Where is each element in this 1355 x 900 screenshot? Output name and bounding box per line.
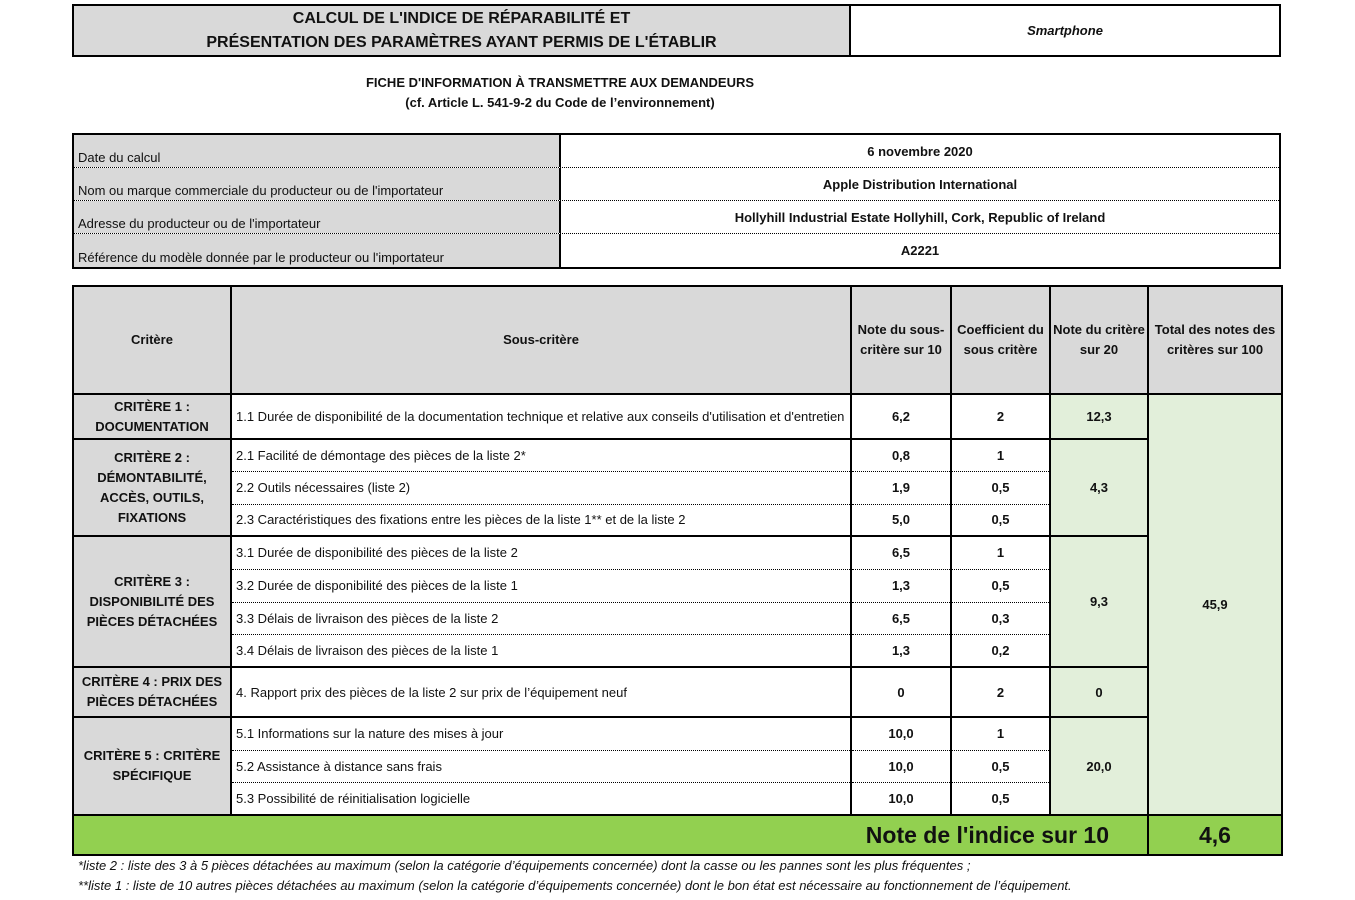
criteria-table <box>72 285 1283 856</box>
table-row <box>73 394 1282 439</box>
subcriterion-coefficient: 1 <box>951 536 1050 569</box>
subtitle-line-2: (cf. Article L. 541-9-2 du Code de l’environnement) <box>405 95 715 110</box>
subcriterion-note: 1,9 <box>851 471 951 504</box>
criterion-3-name: CRITÈRE 3 : DISPONIBILITÉ DES PIÈCES DÉTACHÉES <box>73 536 231 667</box>
document-title <box>74 6 851 55</box>
subcriterion-note: 6,5 <box>851 536 951 569</box>
subcriterion-label: 1.1 Durée de disponibilité de la documentation technique et relative aux conseils d'utilisation et d'entretien <box>231 394 851 439</box>
subcriterion-note: 10,0 <box>851 717 951 750</box>
subcriterion-note: 6,5 <box>851 602 951 634</box>
subcriterion-note: 10,0 <box>851 782 951 815</box>
header-critere: Critère <box>73 286 231 394</box>
info-value: A2221 <box>900 243 940 258</box>
subcriterion-label: 2.2 Outils nécessaires (liste 2) <box>231 471 851 504</box>
title-line-2: PRÉSENTATION DES PARAMÈTRES AYANT PERMIS DE L'ÉTABLIR <box>206 33 717 51</box>
footnote-liste-1: **liste 1 : liste de 10 autres pièces détachées au maximum (selon la catégorie d’équipements concernée) dont le bon état est nécessaire au fonctionnement de l’équipement. <box>78 878 1072 893</box>
table-row <box>73 439 1282 471</box>
info-label: Référence du modèle donnée par le producteur ou l'importateur <box>74 234 561 267</box>
criterion-5-name: CRITÈRE 5 : CRITÈRE SPÉCIFIQUE <box>73 717 231 815</box>
subcriterion-coefficient: 1 <box>951 717 1050 750</box>
header-note-sous-critere: Note du sous-critère sur 10 <box>851 286 951 394</box>
header-note-critere: Note du critère sur 20 <box>1050 286 1148 394</box>
criterion-2-name: CRITÈRE 2 : DÉMONTABILITÉ, ACCÈS, OUTILS, FIXATIONS <box>73 439 231 536</box>
info-row-model-reference <box>74 234 1279 267</box>
subcriterion-note: 1,3 <box>851 634 951 667</box>
criterion-4-score: 0 <box>1050 667 1148 717</box>
subcriterion-coefficient: 0,2 <box>951 634 1050 667</box>
info-row-producer-name <box>74 168 1279 201</box>
table-row <box>73 667 1282 717</box>
subcriterion-note: 0,8 <box>851 439 951 471</box>
criterion-3-score: 9,3 <box>1050 536 1148 667</box>
header-total: Total des notes des critères sur 100 <box>1148 286 1282 394</box>
info-row-date <box>74 135 1279 168</box>
subcriterion-coefficient: 0,5 <box>951 471 1050 504</box>
subcriterion-note: 1,3 <box>851 569 951 602</box>
info-value: Hollyhill Industrial Estate Hollyhill, Cork, Republic of Ireland <box>734 210 1106 225</box>
info-value: 6 novembre 2020 <box>867 144 973 159</box>
subcriterion-coefficient: 0,3 <box>951 602 1050 634</box>
producer-info-table <box>72 133 1281 269</box>
subcriterion-label: 5.2 Assistance à distance sans frais <box>231 750 851 782</box>
criterion-4-name: CRITÈRE 4 : PRIX DES PIÈCES DÉTACHÉES <box>73 667 231 717</box>
subtitle-line-1: FICHE D'INFORMATION À TRANSMETTRE AUX DEMANDEURS <box>365 75 755 90</box>
criterion-1-name: CRITÈRE 1 : DOCUMENTATION <box>73 394 231 439</box>
subcriterion-note: 10,0 <box>851 750 951 782</box>
table-header-row <box>73 286 1282 394</box>
subcriterion-coefficient: 1 <box>951 439 1050 471</box>
subcriterion-coefficient: 0,5 <box>951 569 1050 602</box>
table-row <box>73 717 1282 750</box>
subcriterion-note: 0 <box>851 667 951 717</box>
subcriterion-coefficient: 2 <box>951 394 1050 439</box>
subcriterion-label: 3.2 Durée de disponibilité des pièces de la liste 1 <box>231 569 851 602</box>
info-label: Nom ou marque commerciale du producteur ou de l'importateur <box>74 168 561 200</box>
subcriterion-label: 5.3 Possibilité de réinitialisation logicielle <box>231 782 851 815</box>
info-row-producer-address <box>74 201 1279 234</box>
subcriterion-coefficient: 0,5 <box>951 504 1050 536</box>
subcriterion-label: 4. Rapport prix des pièces de la liste 2 sur prix de l’équipement neuf <box>231 667 851 717</box>
subcriterion-coefficient: 2 <box>951 667 1050 717</box>
product-category: Smartphone <box>1027 23 1103 38</box>
document-header <box>72 4 1281 57</box>
subcriterion-label: 5.1 Informations sur la nature des mises à jour <box>231 717 851 750</box>
title-line-1: CALCUL DE L'INDICE DE RÉPARABILITÉ ET <box>292 9 631 27</box>
criterion-5-score: 20,0 <box>1050 717 1148 815</box>
info-label: Adresse du producteur ou de l'importateur <box>74 201 561 233</box>
subcriterion-coefficient: 0,5 <box>951 782 1050 815</box>
subcriterion-note: 6,2 <box>851 394 951 439</box>
criterion-1-score: 12,3 <box>1050 394 1148 439</box>
total-score: 45,9 <box>1148 394 1282 815</box>
subcriterion-label: 2.3 Caractéristiques des fixations entre les pièces de la liste 1** et de la liste 2 <box>231 504 851 536</box>
table-row <box>73 536 1282 569</box>
final-score-row <box>73 815 1282 855</box>
subcriterion-label: 3.3 Délais de livraison des pièces de la liste 2 <box>231 602 851 634</box>
info-value: Apple Distribution International <box>822 177 1018 192</box>
footnote-liste-2: *liste 2 : liste des 3 à 5 pièces détachées au maximum (selon la catégorie d’équipements concernée) dont la casse ou les pannes sont les plus fréquentes ; <box>78 858 971 873</box>
criterion-2-score: 4,3 <box>1050 439 1148 536</box>
subcriterion-label: 3.4 Délais de livraison des pièces de la liste 1 <box>231 634 851 667</box>
subcriterion-label: 2.1 Facilité de démontage des pièces de la liste 2* <box>231 439 851 471</box>
final-score-value: 4,6 <box>1148 815 1282 855</box>
info-label: Date du calcul <box>74 135 561 167</box>
final-score-label: Note de l'indice sur 10 <box>73 815 1148 855</box>
subcriterion-label: 3.1 Durée de disponibilité des pièces de la liste 2 <box>231 536 851 569</box>
header-sous-critere: Sous-critère <box>231 286 851 394</box>
header-coefficient: Coefficient du sous critère <box>951 286 1050 394</box>
subcriterion-coefficient: 0,5 <box>951 750 1050 782</box>
subcriterion-note: 5,0 <box>851 504 951 536</box>
